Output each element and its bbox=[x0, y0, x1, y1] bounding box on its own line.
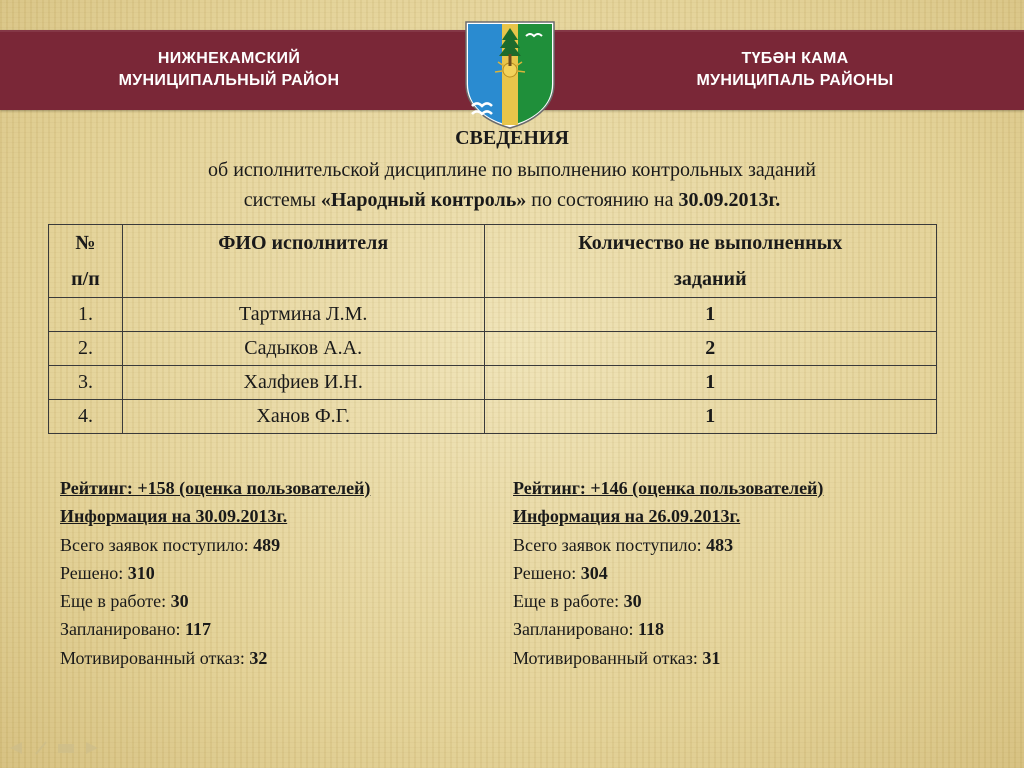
rating-text: Рейтинг: +158 (оценка пользователей) bbox=[60, 478, 371, 498]
system-middle: по состоянию на bbox=[526, 189, 679, 211]
stat-planned: Запланировано: 117 bbox=[60, 619, 212, 640]
document-subtitle: об исполнительской дисциплине по выполнению контрольных заданий bbox=[208, 159, 816, 181]
row-name: Тартмина Л.М. bbox=[122, 298, 484, 332]
row-count: 1 bbox=[484, 366, 937, 400]
stat-refused: Мотивированный отказ: 31 bbox=[513, 647, 721, 668]
row-count: 2 bbox=[484, 332, 937, 366]
header-name: ФИО исполнителя bbox=[122, 225, 484, 298]
row-number: 1. bbox=[49, 298, 123, 332]
row-count: 1 bbox=[484, 298, 937, 332]
menu-icon[interactable] bbox=[58, 744, 74, 753]
document-subtitle-system bbox=[0, 189, 1024, 212]
info-date: Информация на 26.09.2013г. bbox=[513, 506, 741, 527]
header-left-title bbox=[64, 48, 394, 92]
next-slide-icon[interactable] bbox=[86, 742, 98, 754]
stats-block-previous bbox=[513, 474, 933, 672]
stat-in-work: Еще в работе: 30 bbox=[60, 591, 189, 612]
header-left-line2: МУНИЦИПАЛЬНЫЙ РАЙОН bbox=[118, 72, 340, 89]
system-name: «Народный контроль» bbox=[320, 189, 527, 211]
system-prefix: системы bbox=[243, 189, 321, 211]
stat-received: Всего заявок поступило: 489 bbox=[60, 534, 281, 555]
executors-table bbox=[48, 224, 937, 434]
row-name: Садыков А.А. bbox=[122, 332, 484, 366]
table-row bbox=[49, 298, 937, 332]
row-name: Халфиев И.Н. bbox=[122, 366, 484, 400]
coat-of-arms-icon bbox=[462, 18, 558, 130]
header-count: Количество не выполненных заданий bbox=[484, 225, 937, 298]
row-count: 1 bbox=[484, 400, 937, 434]
stat-solved: Решено: 310 bbox=[60, 562, 155, 583]
header-right-title bbox=[630, 48, 960, 92]
stat-planned: Запланировано: 118 bbox=[513, 619, 665, 640]
report-date: 30.09.2013г. bbox=[678, 189, 781, 211]
stat-solved: Решено: 304 bbox=[513, 562, 608, 583]
row-number: 2. bbox=[49, 332, 123, 366]
rating-text: Рейтинг: +146 (оценка пользователей) bbox=[513, 478, 824, 498]
header-right-line2: МУНИЦИПАЛЬ РАЙОНЫ bbox=[696, 72, 894, 89]
stat-received: Всего заявок поступило: 483 bbox=[513, 534, 734, 555]
table-row bbox=[49, 332, 937, 366]
header-number: № п/п bbox=[49, 225, 123, 298]
header-left-line1: НИЖНЕКАМСКИЙ bbox=[157, 50, 301, 67]
row-number: 4. bbox=[49, 400, 123, 434]
stats-block-current bbox=[60, 474, 480, 672]
row-number: 3. bbox=[49, 366, 123, 400]
row-name: Ханов Ф.Г. bbox=[122, 400, 484, 434]
slide-navigation[interactable] bbox=[6, 738, 136, 758]
table-row bbox=[49, 400, 937, 434]
info-date: Информация на 30.09.2013г. bbox=[60, 506, 288, 527]
header-right-line1: ТҮБӘН КАМА bbox=[741, 50, 849, 67]
pen-icon[interactable] bbox=[36, 742, 46, 754]
document-title: СВЕДЕНИЯ bbox=[455, 127, 569, 149]
prev-slide-icon[interactable] bbox=[10, 742, 22, 754]
stat-in-work: Еще в работе: 30 bbox=[513, 591, 642, 612]
table-row bbox=[49, 366, 937, 400]
table-header-row bbox=[49, 225, 937, 298]
stat-refused: Мотивированный отказ: 32 bbox=[60, 647, 268, 668]
